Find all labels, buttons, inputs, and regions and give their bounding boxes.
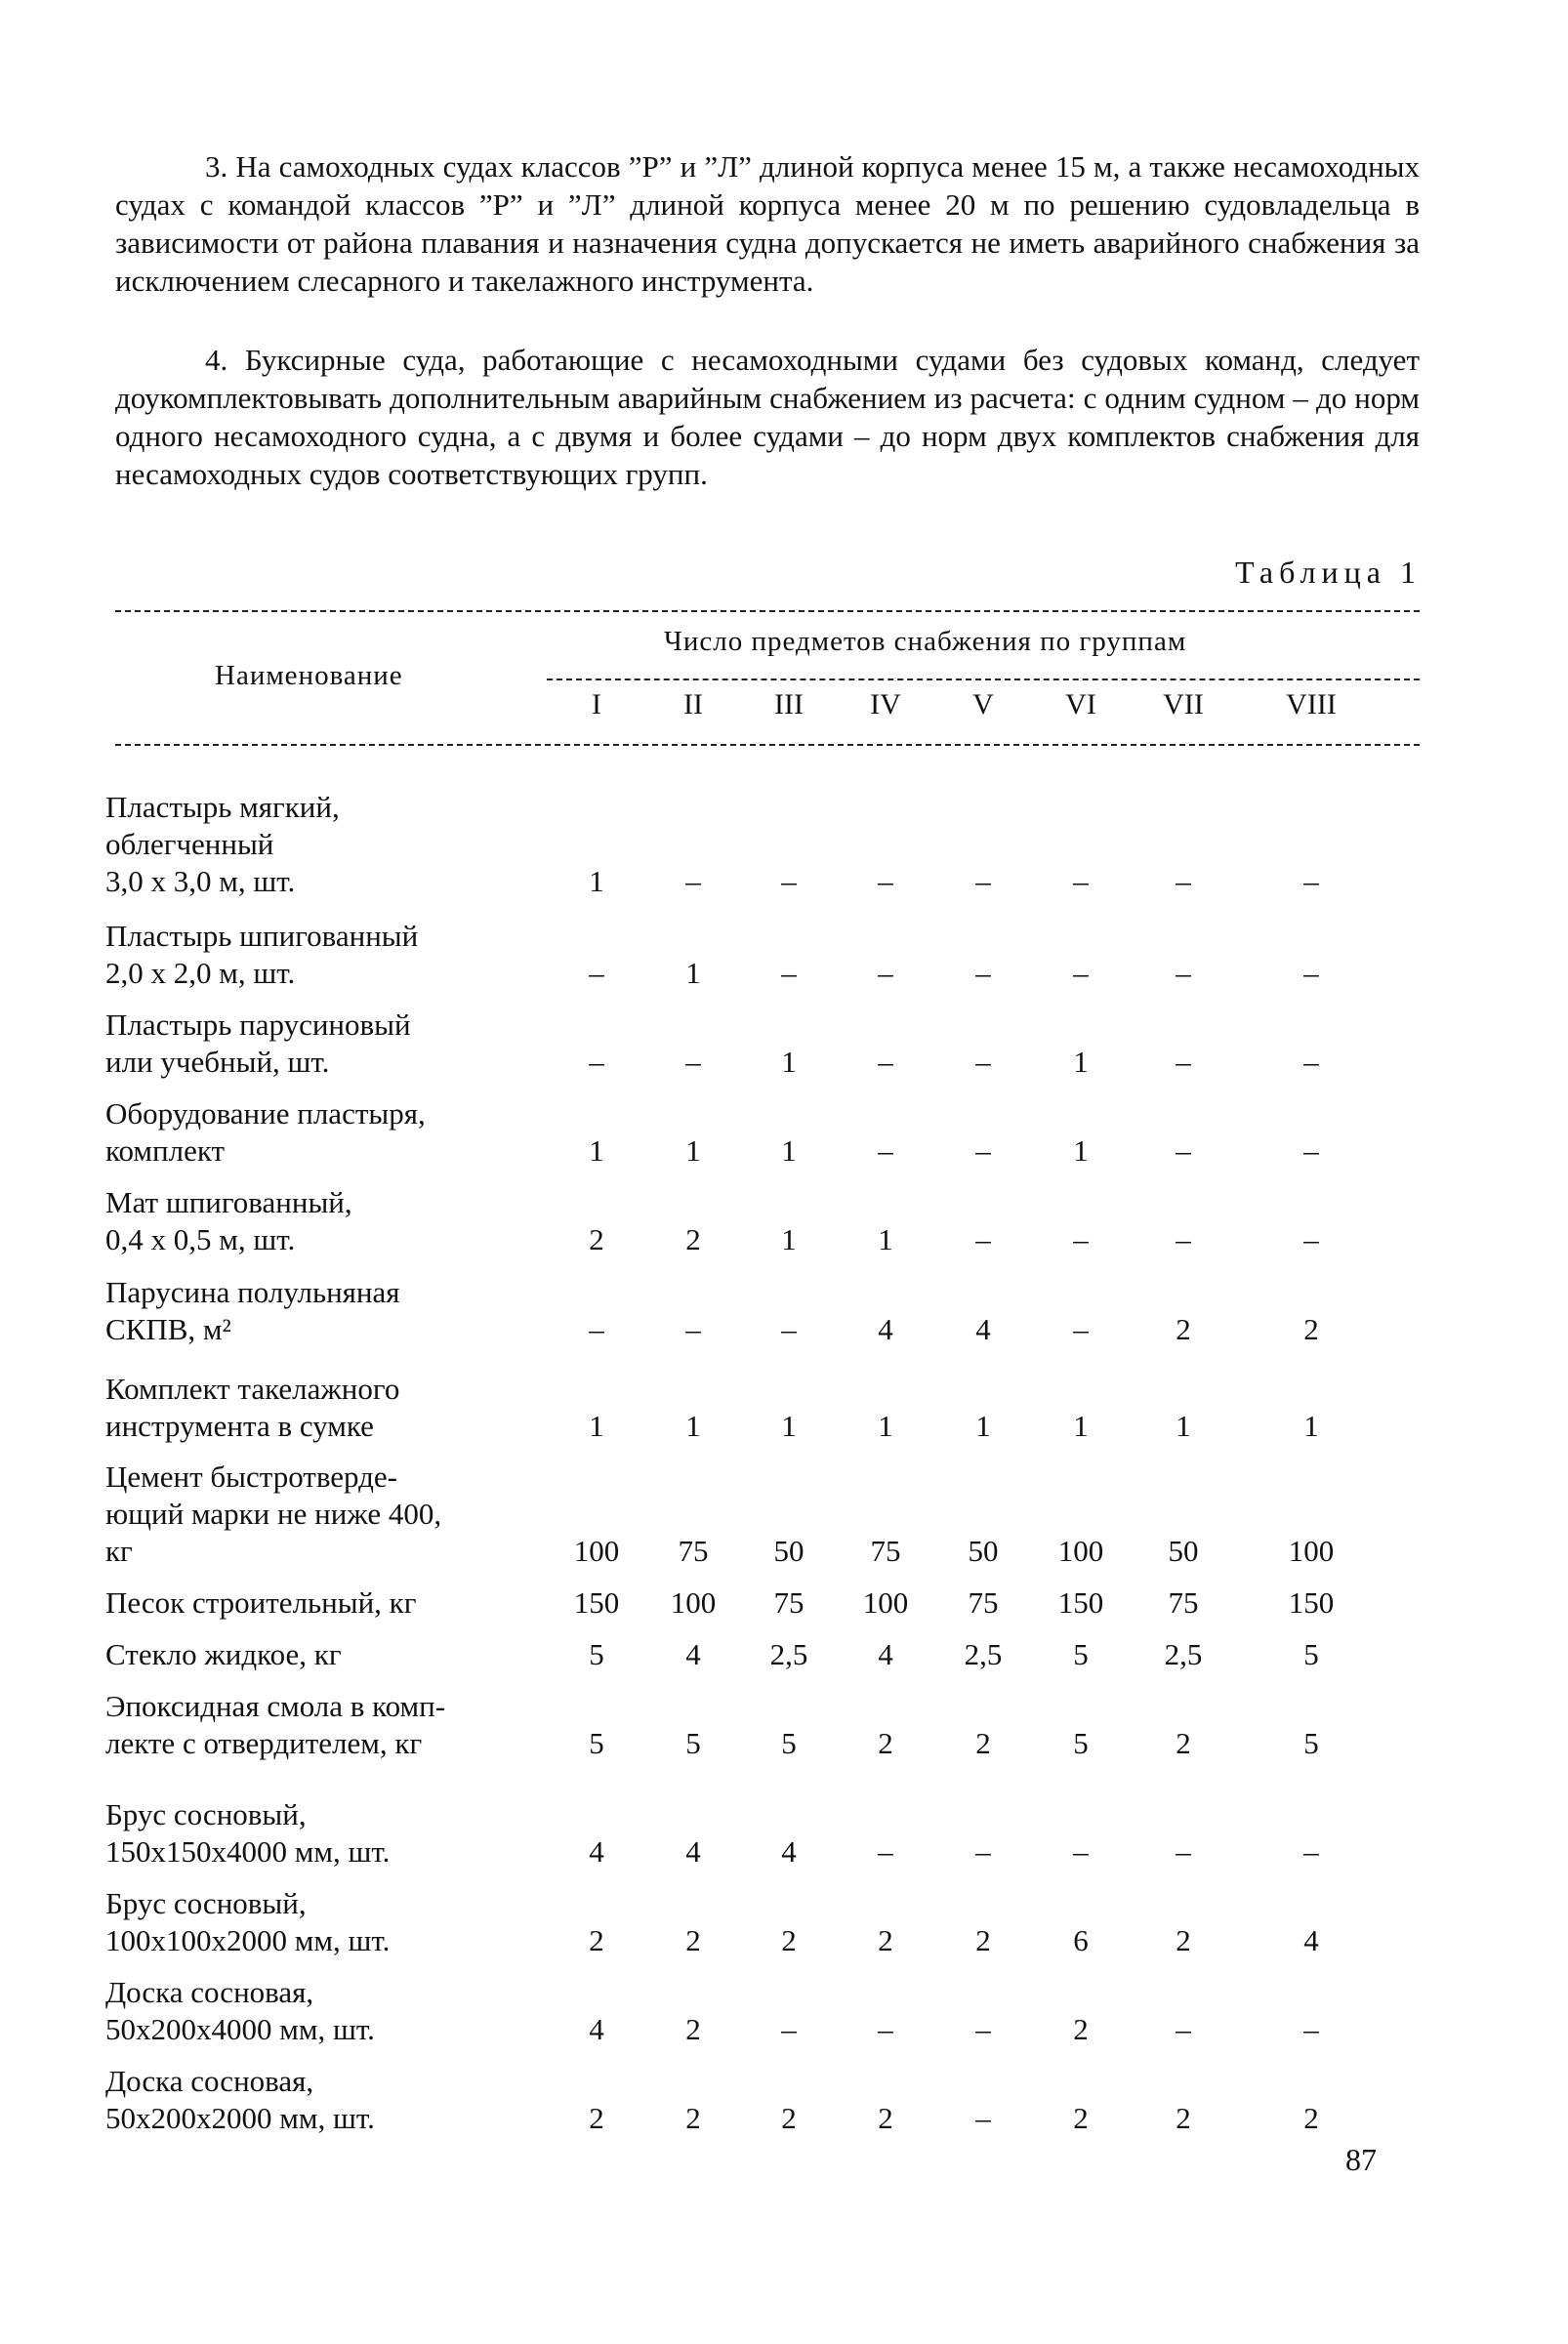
cell-group-6: 150 [1057, 1585, 1104, 1620]
cell-group-4: 1 [878, 1409, 893, 1443]
cell-group-5: – [975, 2101, 991, 2135]
cell-group-6: – [1073, 1834, 1089, 1869]
row-name-line: 0,4 x 0,5 м, шт. [105, 1222, 296, 1256]
cell-group-1: 5 [589, 1637, 604, 1671]
cell-group-7: 2 [1176, 1312, 1191, 1346]
cell-group-3: 2 [781, 1923, 797, 1957]
row-name [105, 1688, 545, 1762]
cell-group-8: – [1303, 1834, 1319, 1869]
cell-group-6: – [1073, 1312, 1089, 1346]
cell-group-8: 5 [1303, 1726, 1319, 1760]
cell-group-8: 2 [1303, 1312, 1319, 1346]
row-name [105, 1095, 545, 1170]
cell-group-2: 5 [685, 1726, 701, 1760]
cell-group-5: 50 [968, 1534, 999, 1568]
row-name-line: Эпоксидная смола в комп- [105, 1689, 446, 1723]
cell-group-1: 2 [589, 1222, 604, 1256]
cell-group-4: 2 [878, 1923, 893, 1957]
cell-group-4: – [878, 1133, 893, 1168]
group-header-4: IV [870, 688, 901, 720]
page-number: 87 [1345, 2142, 1377, 2177]
cell-group-7: – [1176, 1222, 1191, 1256]
cell-group-5: 75 [968, 1585, 999, 1620]
cell-group-6: 2 [1073, 2012, 1089, 2046]
cell-group-7: 2 [1176, 1726, 1191, 1760]
cell-group-5: – [975, 1045, 991, 1079]
cell-group-4: 4 [878, 1637, 893, 1671]
cell-group-3: 2 [781, 2101, 797, 2135]
cell-group-7: – [1176, 1045, 1191, 1079]
cell-group-1: 100 [573, 1534, 620, 1568]
group-header-1: I [592, 688, 601, 720]
row-name [105, 918, 545, 992]
name-column-header: Наименование [215, 660, 403, 691]
cell-group-2: 2 [685, 1222, 701, 1256]
group-header-7: VII [1163, 688, 1204, 720]
row-name-line: 150x150x4000 мм, шт. [105, 1834, 391, 1869]
cell-group-6: 1 [1073, 1409, 1089, 1443]
cell-group-5: – [975, 2012, 991, 2046]
cell-group-1: 2 [589, 1923, 604, 1957]
cell-group-2: 1 [685, 1409, 701, 1443]
cell-group-7: 50 [1168, 1534, 1199, 1568]
cell-group-4: – [878, 1834, 893, 1869]
row-name-line: Доска сосновая, [105, 1975, 314, 2009]
cell-group-7: – [1176, 864, 1191, 898]
row-name-line: Мат шпигованный, [105, 1185, 352, 1219]
cell-group-8: 150 [1288, 1585, 1335, 1620]
cell-group-3: 1 [781, 1045, 797, 1079]
row-name-line: Пластырь парусиновый [105, 1008, 411, 1042]
row-name-line: 2,0 x 2,0 м, шт. [105, 956, 296, 990]
row-name [105, 1974, 545, 2048]
row-name [105, 1584, 545, 1622]
row-name-line: или учебный, шт. [105, 1045, 330, 1079]
cell-group-4: 4 [878, 1312, 893, 1346]
cell-group-5: – [975, 864, 991, 898]
cell-group-5: 1 [975, 1409, 991, 1443]
row-name-line: Брус сосновый, [105, 1797, 307, 1831]
cell-group-5: – [975, 1222, 991, 1256]
cell-group-1: 1 [589, 1133, 604, 1168]
row-name [105, 1459, 545, 1570]
row-name-line: Брус сосновый, [105, 1886, 307, 1920]
row-name [105, 789, 545, 900]
row-name [105, 1371, 545, 1445]
cell-group-5: 2 [975, 1923, 991, 1957]
cell-group-4: 100 [862, 1585, 909, 1620]
row-name [105, 1274, 545, 1348]
cell-group-3: – [781, 2012, 797, 2046]
group-header-5: V [972, 688, 994, 720]
cell-group-5: – [975, 1133, 991, 1168]
cell-group-3: 5 [781, 1726, 797, 1760]
cell-group-1: 4 [589, 2012, 604, 2046]
group-header-2: II [683, 688, 703, 720]
cell-group-7: – [1176, 1834, 1191, 1869]
cell-group-2: 1 [685, 1133, 701, 1168]
row-name-line: Оборудование пластыря, [105, 1096, 426, 1131]
cell-group-1: – [589, 956, 604, 990]
cell-group-2: 2 [685, 1923, 701, 1957]
row-name-line: комплект [105, 1133, 226, 1168]
cell-group-6: 5 [1073, 1726, 1089, 1760]
cell-group-8: 4 [1303, 1923, 1319, 1957]
row-name-line: ющий марки не ниже 400, [105, 1497, 442, 1531]
cell-group-4: – [878, 864, 893, 898]
cell-group-3: 50 [773, 1534, 805, 1568]
cell-group-1: 150 [573, 1585, 620, 1620]
row-name [105, 1636, 545, 1673]
row-name-line: Цемент быстротверде- [105, 1460, 397, 1494]
cell-group-3: 75 [773, 1585, 805, 1620]
row-name-line: 50x200x2000 мм, шт. [105, 2101, 375, 2135]
cell-group-3: – [781, 1312, 797, 1346]
cell-group-7: 2,5 [1164, 1637, 1203, 1671]
cell-group-6: 1 [1073, 1045, 1089, 1079]
row-name [105, 1007, 545, 1081]
cell-group-5: 4 [975, 1312, 991, 1346]
row-name-line: лекте с отвердителем, кг [105, 1726, 423, 1760]
cell-group-3: 4 [781, 1834, 797, 1869]
cell-group-7: – [1176, 1133, 1191, 1168]
row-name-line: Пластырь мягкий, [105, 790, 340, 824]
cell-group-6: 1 [1073, 1133, 1089, 1168]
cell-group-4: – [878, 2012, 893, 2046]
cell-group-2: 75 [678, 1534, 709, 1568]
paragraph-4: 4. Буксирные суда, работающие с несамоходными судами без судовых команд, следует доукомплектовывать дополнительным аварийным снабжением из расчета: с одним судном – до норм одного несамоходного судна, а с двумя и более судами – до норм двух комплектов снабжения для несамоходных судов соответствующих групп. [115, 343, 1420, 491]
row-name-line: СКПВ, м² [105, 1312, 231, 1346]
row-name-line: Комплект такелажного [105, 1372, 400, 1406]
cell-group-4: 2 [878, 1726, 893, 1760]
cell-group-5: 2,5 [964, 1637, 1003, 1671]
cell-group-8: – [1303, 956, 1319, 990]
cell-group-8: 2 [1303, 2101, 1319, 2135]
cell-group-5: – [975, 956, 991, 990]
cell-group-2: 2 [685, 2101, 701, 2135]
cell-group-2: – [685, 1312, 701, 1346]
groups-header-rule [547, 679, 1420, 680]
table-top-rule [115, 610, 1420, 612]
cell-group-2: 1 [685, 956, 701, 990]
row-name-line: Пластырь шпигованный [105, 919, 419, 953]
row-name-line: Парусина полульняная [105, 1275, 400, 1309]
cell-group-2: 4 [685, 1637, 701, 1671]
cell-group-6: 2 [1073, 2101, 1089, 2135]
cell-group-4: 1 [878, 1222, 893, 1256]
row-name-line: 3,0 x 3,0 м, шт. [105, 864, 296, 898]
cell-group-2: 2 [685, 2012, 701, 2046]
cell-group-1: – [589, 1045, 604, 1079]
cell-group-6: 6 [1073, 1923, 1089, 1957]
cell-group-4: – [878, 956, 893, 990]
cell-group-7: 1 [1176, 1409, 1191, 1443]
cell-group-3: 1 [781, 1133, 797, 1168]
group-header-3: III [774, 688, 804, 720]
cell-group-2: – [685, 864, 701, 898]
cell-group-3: 2,5 [769, 1637, 808, 1671]
cell-group-6: 100 [1057, 1534, 1104, 1568]
cell-group-1: 1 [589, 864, 604, 898]
cell-group-3: 1 [781, 1222, 797, 1256]
cell-group-8: – [1303, 1045, 1319, 1079]
cell-group-1: 5 [589, 1726, 604, 1760]
cell-group-6: – [1073, 1222, 1089, 1256]
groups-column-header: Число предметов снабжения по группам [664, 626, 1187, 657]
cell-group-8: – [1303, 1222, 1319, 1256]
row-name [105, 2063, 545, 2137]
cell-group-1: – [589, 1312, 604, 1346]
cell-group-3: 1 [781, 1409, 797, 1443]
cell-group-8: 5 [1303, 1637, 1319, 1671]
row-name [105, 1796, 545, 1871]
cell-group-8: – [1303, 1133, 1319, 1168]
cell-group-4: 75 [870, 1534, 901, 1568]
paragraph-3: 3. На самоходных судах классов ”Р” и ”Л” длиной корпуса менее 15 м, а также несамоходных судах с командой классов ”Р” и ”Л” длиной корпуса менее 20 м по решению судовладельца в зависимости от района плавания и назначения судна допускается не иметь аварийного снабжения за исключением слесарного и такелажного инструмента. [115, 149, 1420, 298]
cell-group-6: 5 [1073, 1637, 1089, 1671]
cell-group-3: – [781, 864, 797, 898]
row-name [105, 1184, 545, 1258]
cell-group-8: – [1303, 2012, 1319, 2046]
cell-group-7: – [1176, 2012, 1191, 2046]
cell-group-3: – [781, 956, 797, 990]
cell-group-8: 100 [1288, 1534, 1335, 1568]
table-header-bottom-rule [115, 744, 1420, 746]
cell-group-8: 1 [1303, 1409, 1319, 1443]
cell-group-7: – [1176, 956, 1191, 990]
row-name-line: Песок строительный, кг [105, 1585, 417, 1620]
cell-group-1: 1 [589, 1409, 604, 1443]
row-name-line: облегченный [105, 827, 274, 861]
cell-group-6: – [1073, 956, 1089, 990]
cell-group-7: 2 [1176, 1923, 1191, 1957]
row-name-line: инструмента в сумке [105, 1409, 374, 1443]
cell-group-7: 2 [1176, 2101, 1191, 2135]
group-header-6: VI [1065, 688, 1096, 720]
row-name-line: 50x200x4000 мм, шт. [105, 2012, 375, 2046]
cell-group-5: – [975, 1834, 991, 1869]
cell-group-4: 2 [878, 2101, 893, 2135]
cell-group-2: – [685, 1045, 701, 1079]
row-name-line: Доска сосновая, [105, 2064, 314, 2098]
cell-group-2: 4 [685, 1834, 701, 1869]
row-name-line: 100x100x2000 мм, шт. [105, 1923, 391, 1957]
cell-group-2: 100 [670, 1585, 717, 1620]
cell-group-4: – [878, 1045, 893, 1079]
row-name [105, 1885, 545, 1959]
row-name-line: Стекло жидкое, кг [105, 1637, 342, 1671]
group-header-8: VIII [1286, 688, 1337, 720]
cell-group-1: 4 [589, 1834, 604, 1869]
cell-group-1: 2 [589, 2101, 604, 2135]
cell-group-5: 2 [975, 1726, 991, 1760]
cell-group-8: – [1303, 864, 1319, 898]
cell-group-6: – [1073, 864, 1089, 898]
cell-group-7: 75 [1168, 1585, 1199, 1620]
table-title: Таблица 1 [1235, 555, 1422, 590]
row-name-line: кг [105, 1534, 133, 1568]
